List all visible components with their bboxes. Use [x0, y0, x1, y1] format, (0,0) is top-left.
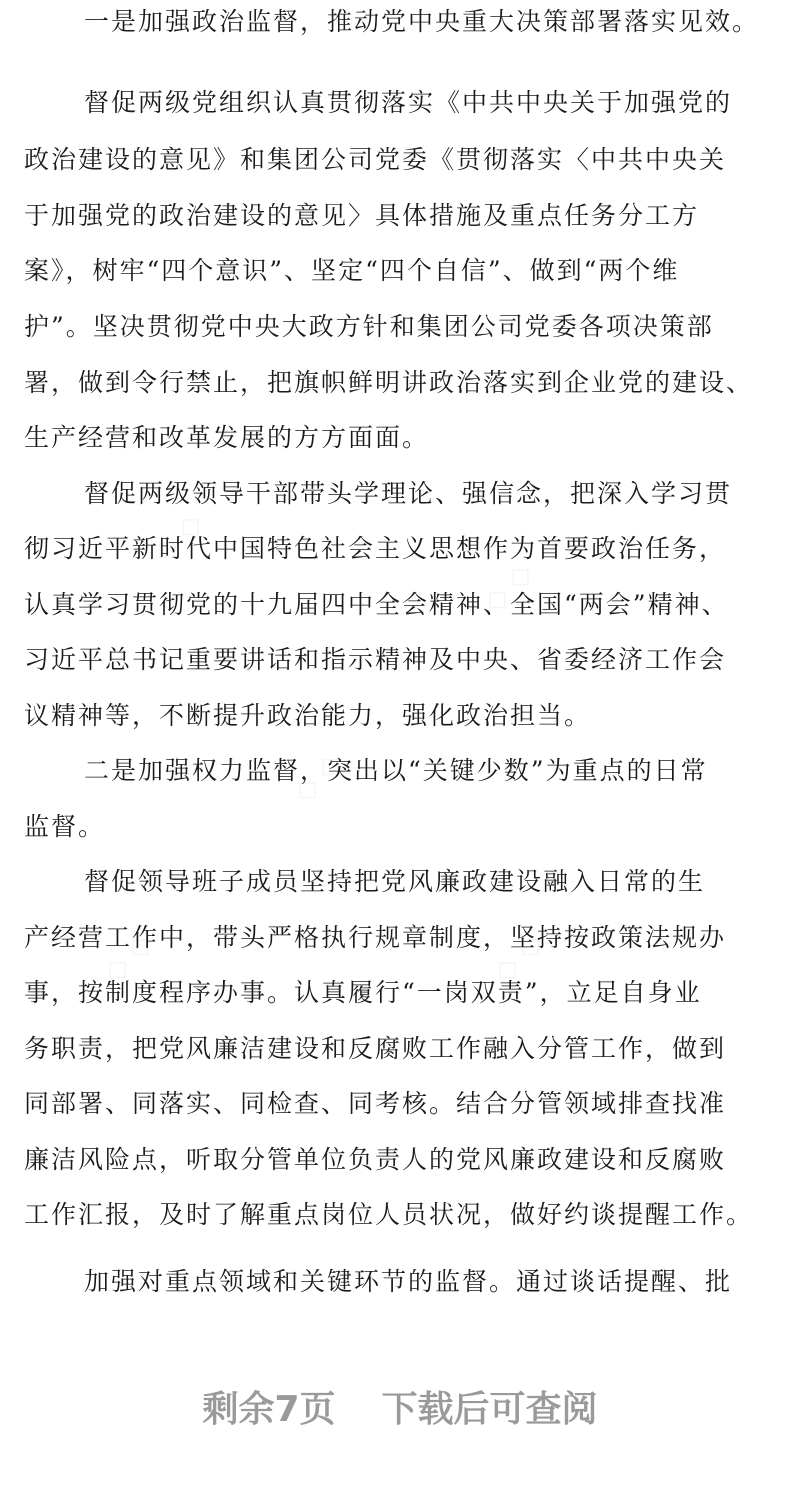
paragraph-line: 督促两级党组织认真贯彻落实《中共中央关于加强党的: [84, 88, 733, 117]
paragraph-line: 事，按制度程序办事。认真履行“一岗双责”，立足自身业: [24, 978, 702, 1007]
paragraph-line: 加强对重点领域和关键环节的监督。通过谈话提醒、批: [84, 1267, 733, 1296]
paragraph-line: 务职责，把党风廉洁建设和反腐败工作融入分管工作，做到: [24, 1034, 727, 1063]
paragraph-line: 彻习近平新时代中国特色社会主义思想作为首要政治任务，: [24, 534, 727, 563]
paragraph-line: 议精神等，不断提升政治能力，强化政治担当。: [24, 701, 592, 730]
paragraph-line: 督促两级领导干部带头学理论、强信念，把深入学习贯: [84, 479, 733, 508]
paragraph-line: 生产经营和改革发展的方方面面。: [24, 423, 430, 452]
section-heading-2-cont: 监督。: [24, 812, 106, 841]
paragraph-line: 于加强党的政治建设的意见〉具体措施及重点任务分工方: [24, 201, 700, 230]
paragraph-line: 政治建设的意见》和集团公司党委《贯彻落实〈中共中央关: [24, 145, 727, 174]
paragraph-line: 护”。坚决贯彻党中央大政方针和集团公司党委各项决策部: [24, 312, 714, 341]
paragraph-line: 同部署、同落实、同检查、同考核。结合分管领域排查找准: [24, 1089, 727, 1118]
remaining-pages-label: 剩余7页: [202, 1389, 336, 1430]
paragraph-line: 工作汇报，及时了解重点岗位人员状况，做好约谈提醒工作。: [24, 1200, 754, 1229]
paragraph-line: 认真学习贯彻党的十九届四中全会精神、全国“两会”精神、: [24, 590, 729, 619]
paragraph-line: 廉洁风险点，听取分管单位负责人的党风廉政建设和反腐败: [24, 1145, 727, 1174]
section-heading-1: 一是加强政治监督，推动党中央重大决策部署落实见效。: [84, 7, 760, 36]
download-prompt[interactable]: [0, 1385, 800, 1435]
section-heading-2: 二是加强权力监督，突出以“关键少数”为重点的日常: [84, 756, 708, 785]
download-to-read-label[interactable]: 下载后可查阅: [381, 1389, 598, 1430]
paragraph-line: 产经营工作中，带头严格执行规章制度，坚持按政策法规办: [24, 923, 727, 952]
paragraph-line: 案》，树牢“四个意识”、坚定“四个自信”、做到“两个维: [24, 256, 680, 285]
paragraph-line: 署，做到令行禁止，把旗帜鲜明讲政治落实到企业党的建设、: [24, 368, 754, 397]
paragraph-line: 习近平总书记重要讲话和指示精神及中央、省委经济工作会: [24, 645, 727, 674]
paragraph-line: 督促领导班子成员坚持把党风廉政建设融入日常的生: [84, 867, 706, 896]
